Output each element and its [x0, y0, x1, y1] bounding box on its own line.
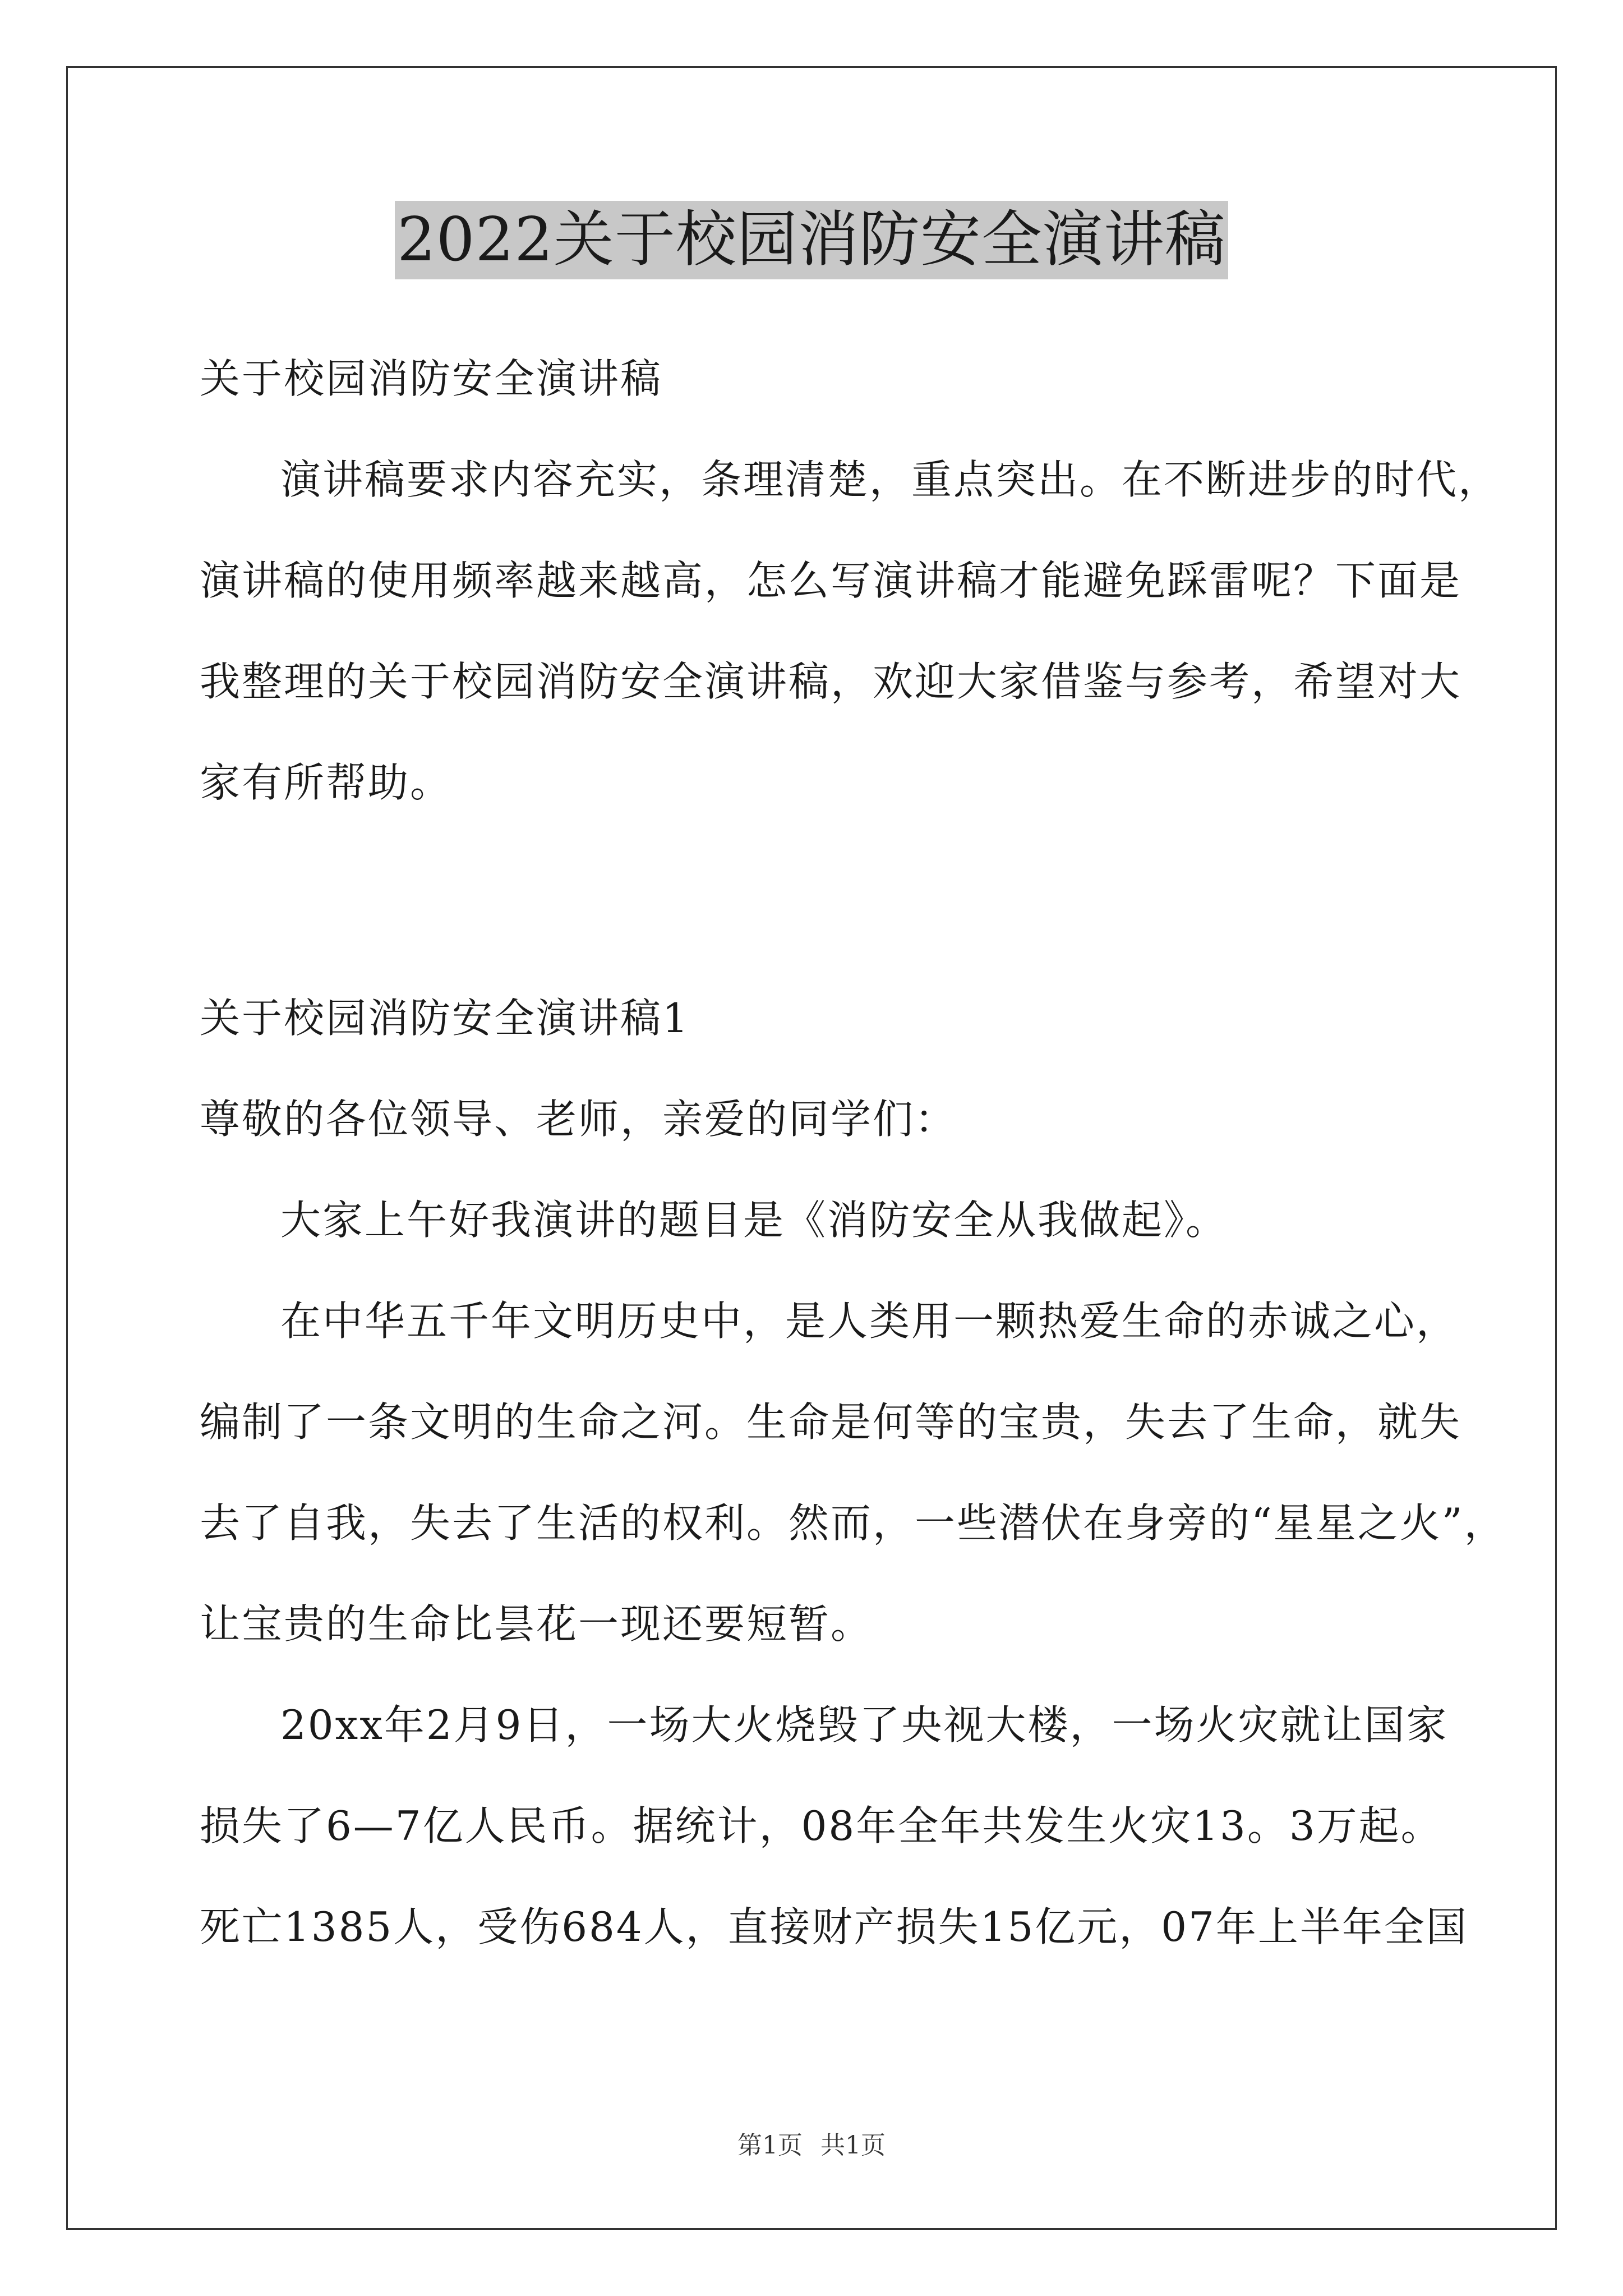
body-line-6: 20xx年2月9日，一场大火烧毁了央视大楼，一场火灾就让国家	[280, 1701, 1449, 1749]
title-wrap	[0, 201, 1623, 279]
intro-line-3: 我整理的关于校园消防安全演讲稿，欢迎大家借鉴与参考，希望对大	[200, 658, 1462, 705]
body-line-8: 死亡1385人，受伤684人，直接财产损失15亿元，07年上半年全国	[200, 1903, 1468, 1950]
body-line-2: 在中华五千年文明历史中，是人类用一颗热爱生命的赤诚之心，	[280, 1297, 1459, 1345]
body-line-4: 去了自我，失去了生活的权利。然而，一些潜伏在身旁的“星星之火”，	[200, 1499, 1506, 1547]
section-heading: 关于校园消防安全演讲稿1	[200, 995, 690, 1042]
page-footer	[0, 2129, 1623, 2162]
intro-line-2: 演讲稿的使用频率越来越高，怎么写演讲稿才能避免踩雷呢？下面是	[200, 557, 1462, 604]
body-line-7: 损失了6—7亿人民币。据统计，08年全年共发生火灾13。3万起。	[200, 1802, 1443, 1849]
body-line-1: 大家上午好我演讲的题目是《消防安全从我做起》。	[280, 1197, 1228, 1244]
page-total: 共1页	[820, 2131, 886, 2160]
page-number: 第1页	[737, 2131, 803, 2160]
greeting-line: 尊敬的各位领导、老师，亲爱的同学们：	[200, 1096, 957, 1143]
body-line-5: 让宝贵的生命比昙花一现还要短暂。	[200, 1600, 873, 1648]
subtitle-line: 关于校园消防安全演讲稿	[200, 355, 663, 402]
intro-line-4: 家有所帮助。	[200, 759, 453, 806]
body-line-3: 编制了一条文明的生命之河。生命是何等的宝贵，失去了生命，就失	[200, 1398, 1462, 1446]
intro-line-1: 演讲稿要求内容充实，条理清楚，重点突出。在不断进步的时代，	[280, 456, 1501, 503]
document-title: 2022关于校园消防安全演讲稿	[395, 201, 1228, 279]
